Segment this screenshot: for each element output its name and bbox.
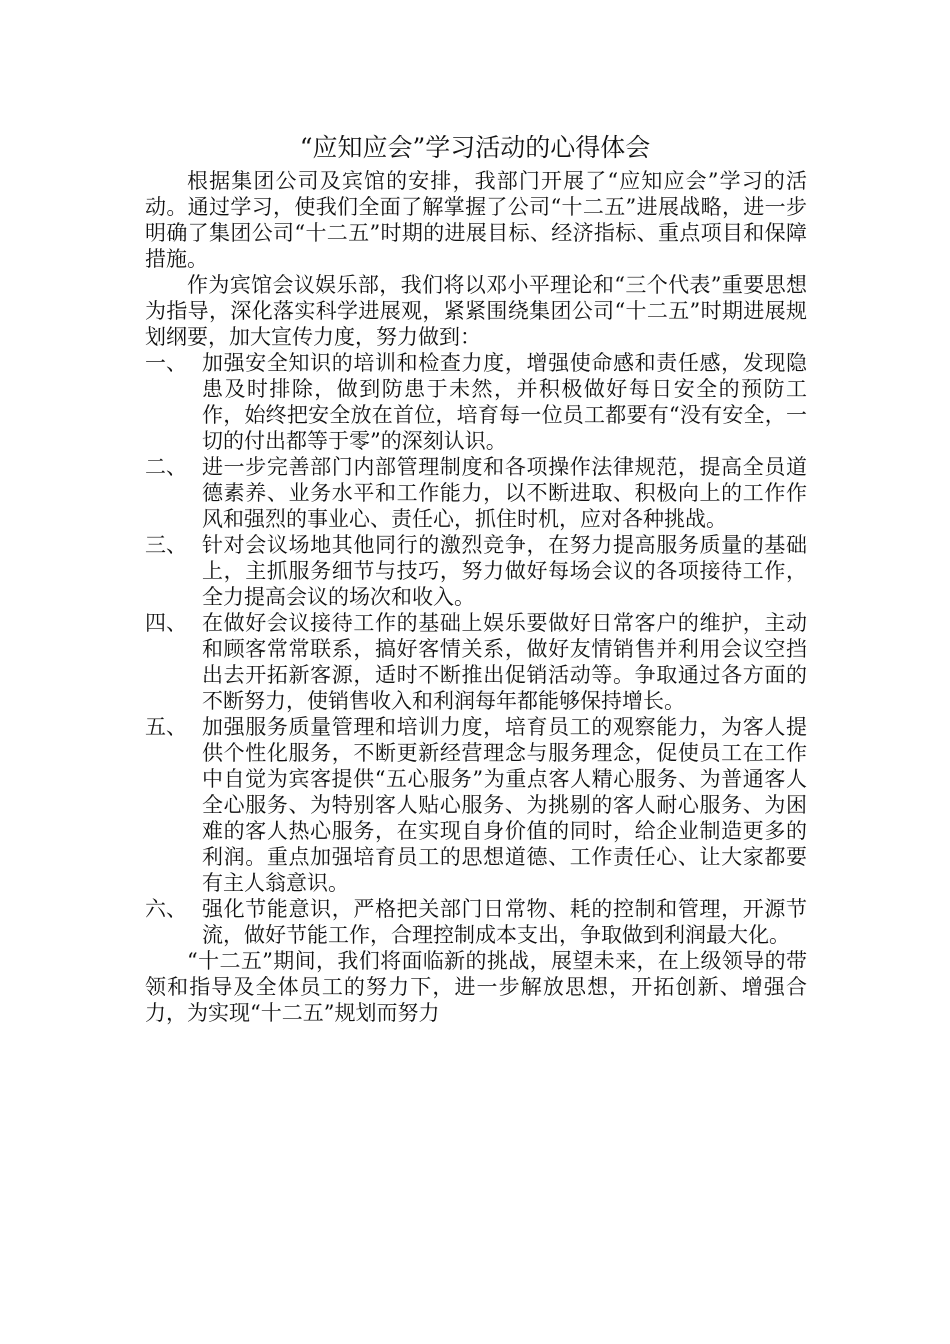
list-item-6 — [145, 896, 807, 948]
action-list — [145, 350, 807, 948]
list-marker: 五、 — [145, 715, 187, 739]
list-marker: 四、 — [145, 611, 187, 635]
list-item-text: 进一步完善部门内部管理制度和各项操作法律规范，提高全员道德素养、业务水平和工作能力，以不断进取、积极向上的工作作风和强烈的事业心、责任心，抓住时机，应对各种挑战。 — [202, 455, 807, 531]
list-item-text: 在做好会议接待工作的基础上娱乐要做好日常客户的维护，主动和顾客常常联系，搞好客情关系，做好友情销售并利用会议空挡出去开拓新客源，适时不断推出促销活动等。争取通过各方面的不断努力，使销售收入和利润每年都能够保持增长。 — [202, 611, 807, 713]
list-marker: 六、 — [145, 897, 187, 921]
list-item-5 — [145, 714, 807, 896]
commitment-paragraph: 作为宾馆会议娱乐部，我们将以邓小平理论和“三个代表”重要思想为指导，深化落实科学进展观，紧紧围绕集团公司“十二五”时期进展规划纲要，加大宣传力度，努力做到： — [145, 273, 807, 349]
list-marker: 二、 — [145, 455, 187, 479]
list-item-text: 强化节能意识，严格把关部门日常物、耗的控制和管理，开源节流，做好节能工作，合理控制成本支出，争取做到利润最大化。 — [202, 897, 807, 947]
list-item-3 — [145, 532, 807, 610]
intro-paragraph: 根据集团公司及宾馆的安排，我部门开展了“应知应会”学习的活动。通过学习，使我们全面了解掌握了公司“十二五”进展战略，进一步明确了集团公司“十二五”时期的进展目标、经济指标、重点项目和保障措施。 — [145, 169, 807, 271]
list-item-text: 加强安全知识的培训和检查力度，增强使命感和责任感，发现隐患及时排除，做到防患于未然，并积极做好每日安全的预防工作，始终把安全放在首位，培育每一位员工都要有“没有安全，一切的付出都等于零”的深刻认识。 — [202, 351, 807, 453]
list-item-1 — [145, 350, 807, 454]
list-marker: 一、 — [145, 351, 187, 375]
list-item-text: 针对会议场地其他同行的激烈竞争，在努力提高服务质量的基础上，主抓服务细节与技巧，努力做好每场会议的各项接待工作，全力提高会议的场次和收入。 — [202, 533, 807, 609]
list-item-2 — [145, 454, 807, 532]
document-title: “应知应会”学习活动的心得体会 — [299, 133, 651, 162]
list-marker: 三、 — [145, 533, 187, 557]
document-body — [145, 168, 807, 1026]
list-item-text: 加强服务质量管理和培训力度，培育员工的观察能力，为客人提供个性化服务，不断更新经营理念与服务理念，促使员工在工作中自觉为宾客提供“五心服务”为重点客人精心服务、为普通客人全心服务、为特别客人贴心服务、为挑剔的客人耐心服务、为困难的客人热心服务，在实现自身价值的同时，给企业制造更多的利润。重点加强培育员工的思想道德、工作责任心、让大家都要有主人翁意识。 — [202, 715, 807, 895]
closing-paragraph: “十二五”期间，我们将面临新的挑战，展望未来，在上级领导的带领和指导及全体员工的努力下，进一步解放思想，开拓创新、增强合力，为实现“十二五”规划而努力 — [145, 949, 807, 1025]
list-item-4 — [145, 610, 807, 714]
